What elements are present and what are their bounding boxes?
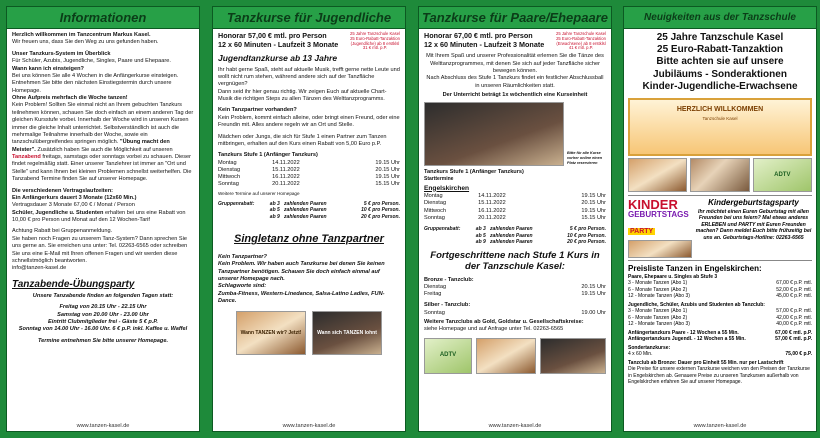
more-clubs-title: Weitere Tanzclubs ab Gold, Goldstar u. Gesellschaftskreise: [424,319,584,326]
schedule-date: 20.11.2022 [272,181,300,188]
youth-column [212,6,406,432]
bronze-note-text: Die Preise für unsere externen Tanzkurse weichen von den Preisen der Tanzkurse in Engelskirchen ab. Genauere Preise zu unseren Tanzkursen außerhalb von Engelskirchen erfahren Sie auf unserer Homepage. [628,366,810,386]
group-label: Gruppenrabatt: [424,226,461,233]
multi-week-heading: Ohne Aufpreis mehrfach die Woche tanzen! [12,95,128,101]
couples-group-discount-table [424,226,606,246]
table-row [424,291,606,298]
paragraph-4: Sie haben noch Fragen zu unserem Tanz-System? Dann sprechen Sie uns gerne an. Sie erreichen uns unter: Tel. 02263-6565 oder schreiben Sie uns eine E-Mail mit Ihren offenen Fragen und wir werden diese schnellstmöglich beantworten. [12,235,188,264]
schedule-date: 14.11.2022 [478,193,506,200]
price-label: Anfängertanzkurs Jugendl. - 12 Wochen a 55 Min. [628,336,746,343]
table-row [424,226,606,233]
group-label: Gruppenrabatt: [218,200,255,207]
news-thumbnail [628,158,687,192]
schedule-time: 19.15 Uhr [375,174,400,181]
table-row [424,310,606,317]
table-row [218,214,400,221]
group-what: zahlenden Paaren [284,200,327,207]
question-heading: Wann kann ich einsteigen? [12,65,84,72]
party-friday: Freitag von 20.15 Uhr - 22.15 Uhr [59,304,147,311]
couples-price-line-2: 12 x 60 Minuten - Laufzeit 3 Monate [424,39,545,49]
silber-title: Silber - Tanzclub: [424,302,471,309]
system-text: Für Schüler, Azubis, Jugendliche, Singles, Paare und Ehepaare. [12,58,171,65]
footer-url[interactable]: www.tanzen-kasel.de [488,423,542,429]
news-headline-5: Kinder-Jugendliche-Erwachsene [642,80,798,92]
schedule-time: 15.15 Uhr [581,215,606,221]
footer-url[interactable]: www.tanzen-kasel.de [282,423,336,429]
price-label: 3 - Monate Tanzen (Abo 1) [628,280,688,287]
kids-party-photo [628,240,692,258]
couples-weekly-note: Der Unterricht beträgt 1x wöchentlich eine Kurseinheit [442,92,588,99]
paragraph-2: Kein Problem! Sollten Sie einmal nicht an Ihrem gebuchten Tanzkurs teilnehmen können, schauen Sie doch einfach an einem anderen Tag der gleichen Kursstufe vorbei. Innerhalb der Woche wird in unseren Kursen immer die gleiche Inhalt unterrichtet. Selbstverständlich ist auch die mehrmalige Teilnahme innerhalb der Woche, sowie ein tanzschulübergreifendes springen möglich. [12,102,194,146]
table-row [218,167,400,174]
table-row [424,193,606,200]
kids-party-big: KINDER [628,196,678,212]
paragraph-3: Zusätzlich haben Sie auch die Möglichkeit auf unseren [37,146,173,153]
couples-course-subtitle: Starttermine [424,175,454,182]
group-from: ab 5 [475,232,486,239]
schedule-day: Sonntag [424,215,445,221]
kids-party-text: Ihr möchtet einen Euren Geburtstag mit allen Freunden bei uns feiern? Mal etwas anderes ERLEBEN und PARTY mit Euren Freunden machen? Dann meldet Euch bitte frühzeitig bei uns an. Geburtstags-Hotline: 02263-6565 [695,208,812,241]
prices-subtitle-1: Paare, Ehepaare u. Singles ab Stufe 3 [628,273,718,280]
schedule-day: Sonntag [218,181,239,188]
paragraph-3b: freitags, samstags oder sonntags vorbei zu schauen. Dieser findet regelmäßig statt. Einer unserer Tanzlehrer ist immer an "Ort und Stelle" und kann Ihnen bei kleinen Problemen schnellst weiterhelfen. Die Tanzabend Termine finden Sie auf unserer Homepage. [12,154,192,183]
contracts-price: Vertragsdauer 3 Monate 67,00 € / Monat / Person [12,202,135,209]
price-value: 40,00 € p.P. mtl. [776,321,812,328]
price-value: 67,00 € p.P. mtl. [776,280,812,287]
youth-section-title: Jugendtanzkurse ab 13 Jahre [218,53,338,64]
single-question: Kein Tanzpartner? [218,253,267,260]
price-label: 3 - Monate Tanzen (Abo 1) [628,308,688,315]
club-time: 20.15 Uhr [581,283,606,290]
group-discount: 10 € pro Person. [567,232,606,239]
group-from: ab 9 [269,213,280,220]
schedule-day: Mittwoch [218,174,241,181]
table-row [424,215,606,222]
contracts-duration: Ein Anfängerkurs dauert 3 Monate (12x60 Min.) [12,194,137,201]
couples-banner: Tanzkurse für Paare/Ehepaare [419,7,611,29]
price-label: Anfängertanzkurs Paare - 12 Wochen a 55 Min. [628,329,739,336]
table-row [218,174,400,181]
youth-schedule-table [218,160,400,189]
price-value: 67,00 € mtl. p.P. [775,329,812,336]
table-row [424,200,606,207]
bronze-table [424,284,606,299]
group-discount: 5 € pro Person. [569,226,606,233]
youth-course-title: Tanzkurs Stufe 1 (Anfänger Tanzkurs) [218,152,318,159]
price-value: 57,00 € mtl. p.P. [775,336,812,343]
party-homepage-note: Termine entnehmen Sie bitte unserer Homepage. [37,337,169,344]
adtv-logo-text: ADTV [774,171,791,178]
price-value: 75,00 € p.P. [785,351,812,358]
schedule-date: 20.11.2022 [478,215,506,221]
price-row [628,293,812,300]
dancers-photo [540,338,606,374]
schedule-date: 14.11.2022 [272,159,300,166]
youth-no-partner-heading: Kein Tanzpartner vorhanden? [218,107,297,114]
youth-more-dates: Weitere Termine auf unserer Homepage [218,190,300,196]
club-day: Sonntag [424,309,445,316]
price-row [628,351,812,358]
footer-url[interactable]: www.tanzen-kasel.de [693,423,747,429]
youth-paragraph-1: Ihr habt gerne Spaß, steht auf aktuelle Musik, trefft gerne nette Leute und wollt nicht rum stehen, während andere sich auf der Tanzfläche vergnügen? [218,66,400,88]
group-from: ab 9 [475,239,486,246]
price-label: 12 - Monate Tanzen (Abo 3) [628,293,690,300]
group-from: ab 3 [475,226,486,233]
kids-party-mid: GEBURTSTAGS [628,209,689,219]
more-clubs-text: siehe Homepage und auf Anfrage unter Tel. 02263-6565 [424,326,564,333]
schedule-time: 15.15 Uhr [375,181,400,188]
group-what: zahlenden Paaren [490,226,533,233]
couples-column [418,6,612,432]
bronze-note-title: Tanzclub ab Bronze: Dauer pro Einheit 55 Min. nur per Lastschrift [628,359,784,366]
schedule-time: 19.15 Uhr [581,207,606,214]
youth-dance-photo-2 [312,311,382,355]
group-discount: 5 € pro Person. [363,200,400,207]
group-what: zahlenden Paaren [490,239,533,246]
adtv-logo-text: ADTV [439,351,457,358]
youth-banner: Tanzkurse für Jugendliche [213,7,405,29]
schedule-day: Montag [218,159,237,166]
intro-text: Wir freuen uns, dass Sie den Weg zu uns gefunden haben. [12,39,159,46]
couples-schedule-table [424,193,606,222]
youth-paragraph-2: Dann seid ihr hier genau richtig. Wir zeigen Euch auf aktuelle Chart-Musik die richtigen Steps zu allen Tänzen des Welttanzprogramms. [218,88,387,102]
news-thumbnail [690,158,749,192]
table-row [218,181,400,188]
couples-price-line-1: Honorar 67,00 € mtl. pro Person [424,31,533,40]
kids-party-label: PARTY [630,227,654,235]
silber-table [424,310,606,317]
info-banner: Informationen [7,7,199,29]
intro-heading: Herzlich willkommen im Tanzcentrum Markus Kasel. [12,32,151,38]
couple-photo [476,338,536,374]
party-entry: Eintritt Clubmitglieder frei - Gäste 5 € p.P. [48,318,158,325]
youth-paragraph-4: Mädchen oder Jungs, die sich für Stufe 1 einen Partner zum Tanzen mitbringen, erhalten auf den Kurs einen Rabatt von 5,00 Euro p.P. [218,133,387,147]
quote-text: "Übung macht den Meister". [12,139,170,153]
youth-promo-box: 25 Jahre Tanzschule Kasel 25 Euro-Rabatt-Tanzaktion (Jugendliche) ab 8 erstklsl 31 € mtl. p.P. [350,31,400,51]
group-discount: 10 € pro Person. [361,207,400,214]
info-column [6,6,200,432]
couples-course-title: Tanzkurs Stufe 1 (Anfänger Tanzkurs) [424,168,524,175]
photo-note: Bitte für alle Kurse vorher online einen Platz reservieren [567,150,603,165]
party-subtitle: Unsere Tanzabende finden an folgenden Tagen statt: [32,292,174,299]
news-thumbnail [753,158,812,192]
group-what: zahlenden Paaren [490,232,533,239]
single-list: Zumba-Fitness, Western-Linedance, Salsa-Latino Ladies, FUN-Dance. [218,290,385,305]
price-label: 6 - Monate Tanzen (Abo 2) [628,286,688,293]
group-discount-note: Achtung Rabatt bei Gruppenanmeldung. [12,228,113,235]
group-what: zahlenden Paaren [284,213,327,220]
news-headline-3: Bitte achten sie auf unsere [656,56,784,68]
news-banner: Neuigkeiten aus der Tanzschule [624,7,816,29]
group-what: zahlenden Paaren [284,207,327,214]
schedule-day: Montag [424,193,443,200]
sonder-label: Sondertanzkurse: [628,344,671,351]
couples-promo-box: 25 Jahre Tanzschule Kasel 25 Euro-Rabatt-Tanzaktion (Erwachsene) ab 8 erstklsl 41 € mtl. p.P. [556,31,606,51]
welcome-subtext: Tanzschule Kasel [702,115,738,121]
welcome-text: HERZLICH WILLKOMMEN [676,105,764,113]
group-discount: 20 € pro Person. [567,239,606,246]
table-row [424,239,606,246]
system-title: Unser Tanzkurs-System im Überblick [12,50,111,57]
single-list-title: Schlagworte sind: [218,283,267,290]
bronze-title: Bronze - Tanzclub: [424,276,474,283]
welcome-banner [628,98,812,156]
tanzabend-link[interactable]: Tanzabend [12,154,41,160]
kids-party-title: Kindergeburtstagsparty [708,197,799,207]
price-list [624,274,816,386]
schedule-date: 15.11.2022 [272,166,300,173]
youth-paragraph-3: Kein Problem, kommt einfach alleine, oder bringt einen Freund, oder eine Freundin mit. Alles andere regeln wir an Ort und Stelle. [218,114,400,129]
prices-subtitle-2: Jugendliche, Schüler, Azubis und Studenten ab Tanzclub: [628,301,765,308]
student-discount-label: Schüler, Jugendliche u. Studenten [12,209,104,216]
couples-dance-photo [424,102,564,166]
prices-title: Preisliste Tanzen in Engelskirchen: [628,263,762,273]
single-title: Singletanz ohne Tanzpartner [234,233,384,246]
schedule-date: 16.11.2022 [478,207,506,214]
schedule-day: Mittwoch [424,207,447,214]
party-title: Tanzabende-Übungsparty [12,278,135,290]
footer-url[interactable]: www.tanzen-kasel.de [76,423,130,429]
news-headline-4: Jubiläums - Sonderaktionen [653,68,787,80]
schedule-date: 16.11.2022 [272,174,300,181]
student-discount-text: erhalten bei uns eine Rabatt von 10,00 € pro Person und Monat auf den 12 Wochen-Tarif [12,209,186,223]
contracts-title: Die verschiedenen Vertragslaufzeiten: [12,187,114,194]
price-label: 12 - Monate Tanzen (Abo 3) [628,321,690,328]
table-row [424,284,606,291]
price-value: 45,00 € p.P. mtl. [776,293,812,300]
table-row [218,160,400,167]
schedule-time: 19.15 Uhr [375,159,400,166]
youth-dance-photo-1 [236,311,306,355]
club-time: 19.15 Uhr [581,291,606,298]
price-row [628,321,812,328]
schedule-time: 20.15 Uhr [375,166,400,173]
photo-caption: Wann TANZEN wir? Jetzt! [240,330,302,337]
schedule-time: 20.15 Uhr [581,200,606,207]
table-row [424,208,606,215]
price-row [628,336,812,343]
adtv-logo [424,338,472,374]
club-time: 19.00 Uhr [581,309,606,316]
schedule-day: Dienstag [424,200,447,207]
schedule-day: Dienstag [218,166,241,173]
news-headline-1: 25 Jahre Tanzschule Kasel [656,32,784,43]
photo-caption: Wann sich TANZEN lohnt [317,330,377,337]
price-label: 4 x 60 Min. [628,351,653,358]
price-value: 52,00 € p.P. mtl. [776,286,812,293]
group-from: ab 3 [269,200,280,207]
schedule-date: 15.11.2022 [478,200,506,207]
news-headline-2: 25 Euro-Rabatt-Tanzaktion [657,44,783,56]
single-paragraph: Kein Problem. Wir haben auch Tanzkurse bei denen Sie keinen Tanzpartner benötigen. Schauen Sie doch einfach einmal auf unserer Homepage nach. [218,261,385,282]
news-column [623,6,817,432]
party-sunday: Sonntag von 14.00 Uhr - 16.00 Uhr. 6 € p.P. inkl. Kaffee u. Waffel [18,326,188,333]
group-discount: 20 € pro Person. [361,213,400,220]
email-link[interactable]: info@tanzen-kasel.de [12,265,67,272]
club-day: Freitag [424,291,442,298]
youth-price-line-1: Honorar 57,00 € mtl. pro Person [218,31,327,40]
party-saturday: Samstag von 20.00 Uhr - 23.00 Uhr [57,311,149,318]
schedule-time: 19.15 Uhr [581,193,606,200]
price-label: 6 - Monate Tanzen (Abo 2) [628,314,688,321]
couples-paragraph-2: Nach Abschluss des Stufe 1 Tanzkurs findet ein festlicher Abschlussball in unseren Räumlichkeiten statt. [426,75,604,89]
price-value: 57,00 € p.P. mtl. [776,308,812,315]
group-from: ab 5 [269,207,280,214]
kids-party-section [628,195,812,261]
youth-price-line-2: 12 x 60 Minuten - Laufzeit 3 Monate [218,39,339,49]
couples-paragraph-1: Mit Ihrem Spaß und unserer Professionalität erlernen Sie die Tänze des Welttanzprogrammes, mit denen Sie sich auf jeder Tanzfläche sicher bewegen können. [426,53,604,75]
couples-location: Engelskirchen [424,184,470,192]
youth-group-discount-table [218,201,400,221]
paragraph-1: Bei uns können Sie alle 4 Wochen in die Anfängerkurse einsteigen. Entnehmen Sie bitte den nächsten Einstiegstermin durch unsere Homepage. [12,72,179,94]
price-value: 42,00 € p.P. mtl. [776,314,812,321]
club-day: Dienstag [424,283,447,290]
advanced-title: Fortgeschrittene nach Stufe 1 Kurs in der Tanzschule Kasel: [430,249,600,273]
